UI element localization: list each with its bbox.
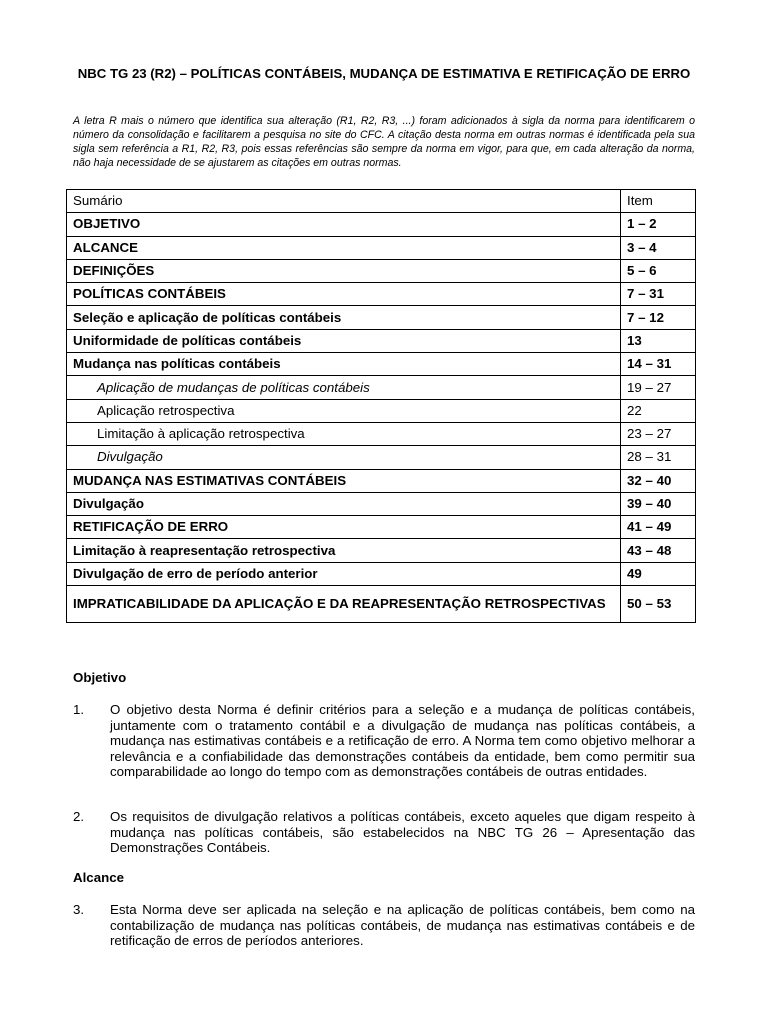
section-cell: Divulgação	[67, 446, 621, 469]
item-cell: 5 – 6	[621, 259, 696, 282]
item-cell: 41 – 49	[621, 516, 696, 539]
item-cell: 19 – 27	[621, 376, 696, 399]
item-cell: 3 – 4	[621, 236, 696, 259]
section-cell: OBJETIVO	[67, 213, 621, 236]
section-cell: Uniformidade de políticas contábeis	[67, 329, 621, 352]
table-row	[67, 492, 696, 515]
paragraph-2	[73, 809, 695, 856]
paragraph-number: 2.	[73, 809, 85, 824]
section-cell: POLÍTICAS CONTÁBEIS	[67, 283, 621, 306]
item-cell: 39 – 40	[621, 492, 696, 515]
table-row	[67, 259, 696, 282]
section-cell: Mudança nas políticas contábeis	[67, 353, 621, 376]
item-cell: 7 – 12	[621, 306, 696, 329]
section-cell: MUDANÇA NAS ESTIMATIVAS CONTÁBEIS	[67, 469, 621, 492]
paragraph-3	[73, 902, 695, 949]
table-row	[67, 399, 696, 422]
table-row	[67, 283, 696, 306]
paragraph-1	[73, 702, 695, 780]
table-row	[67, 539, 696, 562]
section-cell: Limitação à aplicação retrospectiva	[67, 422, 621, 445]
item-cell: 22	[621, 399, 696, 422]
table-row	[67, 329, 696, 352]
section-cell: ALCANCE	[67, 236, 621, 259]
item-cell: 1 – 2	[621, 213, 696, 236]
section-cell: DEFINIÇÕES	[67, 259, 621, 282]
table-row	[67, 586, 696, 623]
paragraph-text: Os requisitos de divulgação relativos a políticas contábeis, exceto aqueles que digam respeito à mudança nas políticas contábeis, são estabelecidos na NBC TG 26 – Apresentação das Demonstrações Contábeis.	[110, 809, 695, 855]
item-cell: 13	[621, 329, 696, 352]
section-cell: RETIFICAÇÃO DE ERRO	[67, 516, 621, 539]
item-cell: 14 – 31	[621, 353, 696, 376]
section-cell: Seleção e aplicação de políticas contábeis	[67, 306, 621, 329]
table-row	[67, 353, 696, 376]
table-row	[67, 516, 696, 539]
section-cell: Divulgação	[67, 492, 621, 515]
objetivo-heading: Objetivo	[73, 670, 127, 685]
table-header-row	[67, 190, 696, 213]
intro-note: A letra R mais o número que identifica sua alteração (R1, R2, R3, ...) foram adicionados à sigla da norma para identificarem o número da consolidação e facilitarem a pesquisa no site do CFC. A citação desta norma em outras normas é identificada pela sua sigla sem referência a R1, R2, R3, pois essas referências são sempre da norma em vigor, para que, em cada alteração da norma, não haja necessidade de se ajustarem as citações em outras normas.	[73, 115, 695, 169]
table-row	[67, 236, 696, 259]
section-cell: Divulgação de erro de período anterior	[67, 562, 621, 585]
item-cell: 28 – 31	[621, 446, 696, 469]
paragraph-text: Esta Norma deve ser aplicada na seleção e na aplicação de políticas contábeis, bem como na contabilização de mudança nas políticas contábeis, de mudança nas estimativas contábeis e de retificação de erros de períodos anteriores.	[110, 902, 695, 948]
table-row	[67, 376, 696, 399]
item-cell: 7 – 31	[621, 283, 696, 306]
table-row	[67, 306, 696, 329]
table-row	[67, 446, 696, 469]
section-cell: Aplicação retrospectiva	[67, 399, 621, 422]
item-cell: 23 – 27	[621, 422, 696, 445]
table-row	[67, 469, 696, 492]
table-row	[67, 422, 696, 445]
paragraph-text: O objetivo desta Norma é definir critérios para a seleção e a mudança de políticas contábeis, juntamente com o tratamento contábil e a divulgação de mudança nas políticas contábeis, a mudança nas estimativas contábeis e a retificação de erro. A Norma tem como objetivo melhorar a relevância e a confiabilidade das demonstrações contábeis da entidade, bem como permitir sua comparabilidade ao longo do tempo com as demonstrações contábeis de outras entidades.	[110, 702, 695, 779]
item-cell: 49	[621, 562, 696, 585]
section-cell: Limitação à reapresentação retrospectiva	[67, 539, 621, 562]
header-section-cell: Sumário	[67, 190, 621, 213]
table-row	[67, 213, 696, 236]
document-title: NBC TG 23 (R2) – POLÍTICAS CONTÁBEIS, MUDANÇA DE ESTIMATIVA E RETIFICAÇÃO DE ERRO	[77, 66, 691, 81]
summary-table	[66, 189, 696, 623]
alcance-heading: Alcance	[73, 870, 124, 885]
item-cell: 50 – 53	[621, 586, 696, 623]
item-cell: 32 – 40	[621, 469, 696, 492]
table-row	[67, 562, 696, 585]
section-cell: Aplicação de mudanças de políticas contábeis	[67, 376, 621, 399]
paragraph-number: 1.	[73, 702, 85, 717]
header-item-cell: Item	[621, 190, 696, 213]
section-cell: IMPRATICABILIDADE DA APLICAÇÃO E DA REAPRESENTAÇÃO RETROSPECTIVAS	[67, 586, 621, 623]
paragraph-number: 3.	[73, 902, 85, 917]
item-cell: 43 – 48	[621, 539, 696, 562]
